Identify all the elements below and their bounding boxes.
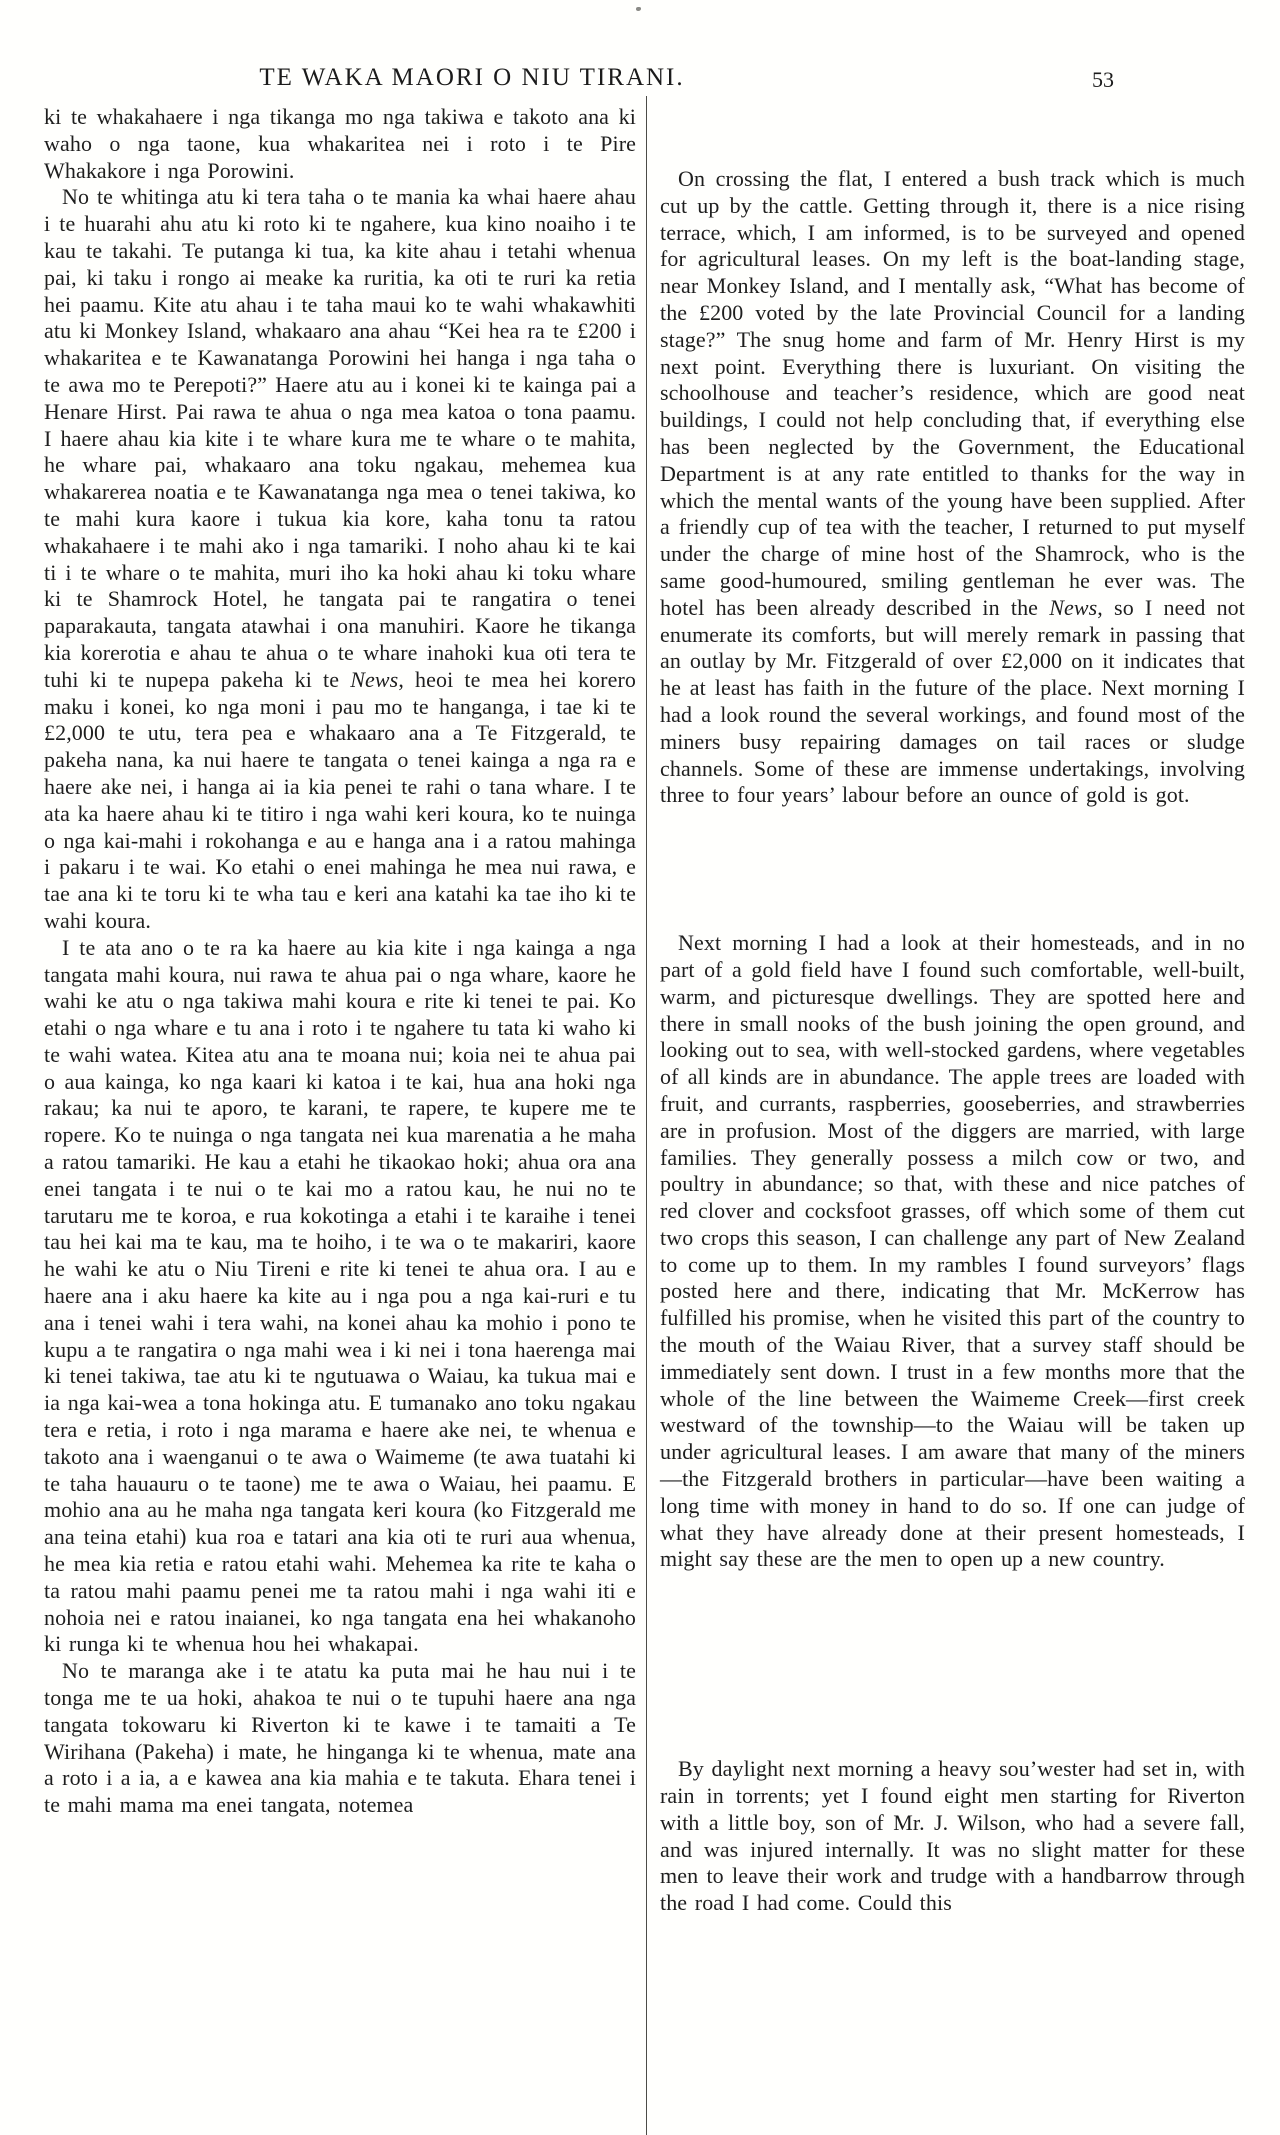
left-column-maori <box>44 104 636 1819</box>
english-paragraph: On crossing the flat, I entered a bush track which is much cut up by the cattle. Getting through it, there is a nice rising terrace, which, I am informed, is to be surveyed and opened for agricultural leases. On my left is the boat-landing stage, near Monkey Island, and I mentally ask, “What has become of the £200 voted by the late Provincial Council for a landing stage?” The snug home and farm of Mr. Henry Hirst is my next point. Everything there is luxuriant. On visiting the schoolhouse and teacher’s residence, which are good neat buildings, I could not help concluding that, if everything else has been neglected by the Government, the Educational Department is at any rate entitled to thanks for the way in which the mental wants of the young have been supplied. After a friendly cup of tea with the teacher, I returned to put myself under the charge of mine host of the Shamrock, who is the same good-humoured, smiling gentleman he ever was. The hotel has been already described in the News, so I need not enumerate its comforts, but will merely remark in passing that an outlay by Mr. Fitzgerald of over £2,000 on it indicates that he at least has faith in the future of the place. Next morning I had a look round the several workings, and found most of the miners busy repairing damages on tail races or sludge channels. Some of these are immense undertakings, involving three to four years’ labour before an ounce of gold is got. <box>660 166 1245 808</box>
newspaper-title: TE WAKA MAORI O NIU TIRANI. <box>259 64 685 91</box>
maori-paragraph: I te ata ano o te ra ka haere au kia kite i nga kainga a nga tangata mahi koura, nui rawa te ahua pai o nga whare, kaore he wahi ke atu o nga takiwa mahi koura e rite ki tenei te pai. Ko etahi o nga whare e tu ana i roto i te ngahere tu tata ki waho ki te wahi watea. Kitea atu ana te moana nui; koia nei te ahua pai o aua kainga, ko nga kaari ki katoa i te kai, hua ana hoki nga rakau; ka nui te aporo, te karani, te rapere, te kupere me te ropere. Ko te nuinga o nga tangata nei kua marenatia a he maha a ratou tamariki. He kau a etahi he tikaokao hoki; ahua ora ana enei tangata i te nui o te kai mo a ratou kau, he nui no te tarutaru me te koroa, e rua kokotinga a etahi i te karaihe i tenei tau hei kai ma te kau, ma te hoiho, i te wa o te makariri, kaore he wahi ke atu o Niu Tireni e rite ki tenei te ahua ora. I au e haere ana i aku haere ka kite au i nga pou a nga kai-ruri e tu ana i tenei wahi i tera wahi, na konei ahau ka mohio i pono te kupu a te rangatira o nga mahi wea i ki nei i tona haerenga mai ki tenei takiwa, tae atu ki te ngutuawa o Waiau, ka tukua mai e ia nga kai-wea a tona hokinga atu. E tumanako ano toku ngakau tera e retia, i roto i nga marama e haere ake nei, te whenua e takoto ana i waenganui o te awa o Waimeme (te awa tuatahi ki te taha hauauru o te taone) me te awa o Waiau, hei paamu. E mohio ana au he maha nga tangata keri koura (ko Fitzgerald me ana teina etahi) kua roa e tatari ana kia oti te ruri aua whenua, he mea kia retia e ratou etahi wahi. Mehemea ka rite te kaha o ta ratou mahi paamu penei me ta ratou mahi i nga wahi iti e nohoia nei e ratou inaianei, ko nga tangata ena hei whakanoho ki runga ki te whenua hou hei whakapai. <box>44 934 636 1657</box>
maori-paragraph: ki te whakahaere i nga tikanga mo nga takiwa e takoto ana ki waho o nga taone, kua whakaritea nei i roto i te Pire Whakakore i nga Porowini. <box>44 104 636 183</box>
column-divider <box>646 96 647 2135</box>
maori-paragraph: No te whitinga atu ki tera taha o te mania ka whai haere ahau i te huarahi ahu atu ki roto ki te ngahere, kua kino noaiho i te kau te takahi. Te putanga ki tua, ka kite ahau i tetahi whenua pai, ki taku i rongo ai meake ka ruritia, ka oti te ruri ka retia hei paamu. Kite atu ahau i te taha maui ko te wahi whakawhiti atu ki Monkey Island, whakaaro ana ahau “Kei hea ra te £200 i whakaritea e te Kawanatanga Porowini hei hanga i nga taha o te awa mo te Perepoti?” Haere atu au i konei ki te kainga pai a Henare Hirst. Pai rawa te ahua o nga mea katoa o tona paamu. I haere ahau kia kite i te whare kura me te whare o te mahita, he whare pai, whakaaro ana toku ngakau, mehemea kua whakarerea noatia e te Kawanatanga nga mea o tenei takiwa, ko te mahi kura kaore i tukua kia kore, kaha tonu ta ratou whakahaere i te mahi ako i nga tamariki. I noho ahau ki te kai ti i te whare o te mahita, muri iho ka hoki ahau ki toku whare ki te Shamrock Hotel, he tangata pai te rangatira o tenei paparakauta, tangata atawhai i ona manuhiri. Kaore he tikanga kia korerotia e ahau te ahua o te whare inahoki kua oti tera te tuhi ki te nupepa pakeha ki te News, heoi te mea hei korero maku i konei, ko nga moni i pau mo te hanganga, i tae ki te £2,000 te utu, tera pea e whakaaro ana a Te Fitzgerald, te pakeha nana, ka nui haere te tangata o tenei kainga a nga ra e haere ake nei, i hanga ai ia kia penei te rahi o tana whare. I te ata ka haere ahau ki te titiro i nga wahi keri koura, ko te nuinga o nga kai-mahi i rokohanga e au e hanga ana i a ratou mahinga i pakaru i te wai. Ko etahi o enei mahinga he mea nui rawa, e tae ana ki te toru ki te wha tau e keri ana katahi ka tae iho ki te wahi koura. <box>44 184 636 933</box>
ink-speck <box>636 7 641 11</box>
maori-paragraph: No te maranga ake i te atatu ka puta mai he hau nui i te tonga me te ua hoki, ahakoa te nui o te tupuhi haere ana nga tangata tokowaru ki Riverton ki te kawe i te tamaiti a Te Wirihana (Pakeha) i mate, he hinganga ki te whenua, mate ana a roto i a ia, a e kawea ana kia mahia e te takuta. Ehara tenei i te mahi mama ma enei tangata, notemea <box>44 1658 636 1818</box>
right-column-english <box>660 104 1245 1917</box>
english-paragraph: Next morning I had a look at their homesteads, and in no part of a gold field have I found such comfortable, well-built, warm, and picturesque dwellings. They are spotted here and there in small nooks of the bush joining the open ground, and looking out to sea, with well-stocked gardens, where vegetables of all kinds are in abundance. The apple trees are loaded with fruit, and currants, raspberries, gooseberries, and strawberries are in profusion. Most of the diggers are married, with large families. They generally possess a milch cow or two, and poultry in abundance; so that, with these and nice patches of red clover and cocksfoot grasses, off which some of them cut two crops this season, I can challenge any part of New Zealand to come up to them. In my rambles I found surveyors’ flags posted here and there, indicating that Mr. McKerrow has fulfilled his promise, when he visited this part of the country to the mouth of the Waiau River, that a survey staff should be immediately sent down. I trust in a few months more that the whole of the line between the Waimeme Creek—first creek westward of the township—to the Waiau will be taken up under agricultural leases. I am aware that many of the miners—the Fitzgerald brothers in particular—have been waiting a long time with money in hand to do so. If one can judge of what they have already done at their present homesteads, I might say these are the men to open up a new country. <box>660 930 1245 1572</box>
page-number: 53 <box>1092 67 1114 92</box>
english-paragraph: By daylight next morning a heavy sou’wester had set in, with rain in torrents; yet I found eight men starting for Riverton with a little boy, son of Mr. J. Wilson, who had a severe fall, and was injured internally. It was no slight matter for these men to leave their work and trudge with a handbarrow through the road I had come. Could this <box>660 1756 1245 1916</box>
